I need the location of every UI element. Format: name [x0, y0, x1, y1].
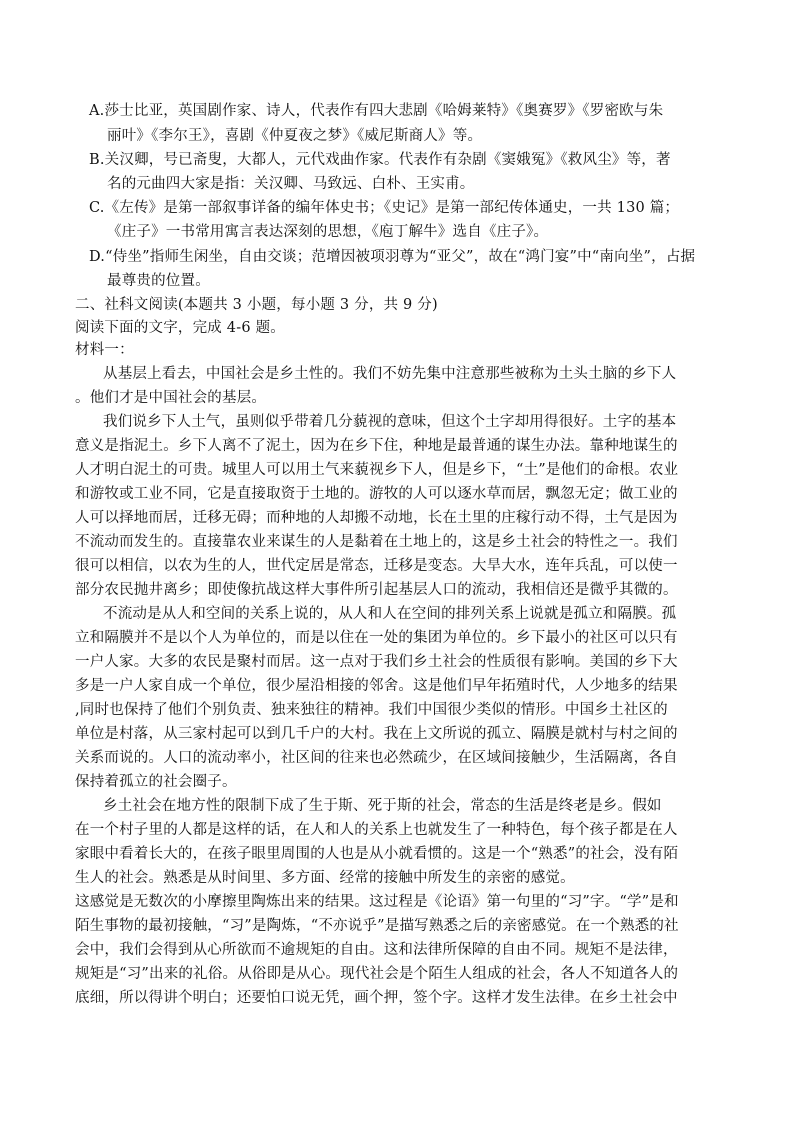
passage-line: 保持着孤立的社会圈子。 — [75, 774, 237, 790]
passage-line: 人才明白泥土的可贵。城里人可以用土气来藐视乡下人，但是乡下，“土”是他们的命根。农业 — [75, 462, 679, 478]
passage-line: 很可以相信，以农为生的人，世代定居是常态，迁移是变态。大旱大水，连年兵乱，可以使一 — [75, 558, 678, 574]
passage-line: 多是一户人家自成一个单位，很少屋沿相接的邻舍。这是他们早年拓殖时代，人少地多的结果 — [75, 678, 678, 694]
passage-line: 乡土社会在地方性的限制下成了生于斯、死于斯的社会，常态的生活是终老是乡。假如 — [103, 798, 662, 814]
passage-line: 一户人家。大多的农民是聚村而居。这一点对于我们乡土社会的性质很有影响。美国的乡下大 — [75, 654, 678, 670]
passage-line: 陌生事物的最初接触，“习”是陶炼，“不亦说乎”是描写熟悉之后的亲密感觉。在一个熟悉的社 — [75, 918, 679, 934]
option-a-line-1: A.莎士比亚，英国剧作家、诗人，代表作有四大悲剧《哈姆莱特》《奥赛罗》《罗密欧与朱 — [89, 103, 664, 119]
option-d-line-2: 最尊贵的位置。 — [107, 273, 210, 289]
passage-line: 不流动是从人和空间的关系上说的，从人和人在空间的排列关系上说就是孤立和隔膜。孤 — [103, 606, 677, 622]
passage-line: 。他们才是中国社会的基层。 — [75, 390, 267, 406]
passage-line: 和游牧或工业不同，它是直接取资于土地的。游牧的人可以逐水草而居，飘忽无定；做工业的 — [75, 486, 678, 502]
passage-line: 意义是指泥土。乡下人离不了泥土，因为在乡下住，种地是最普通的谋生办法。靠种地谋生的 — [75, 438, 678, 454]
option-b-line-2: 名的元曲四大家是指：关汉卿、马致远、白朴、王实甫。 — [107, 176, 475, 192]
section-heading: 二、社科文阅读(本题共 3 小题，每小题 3 分，共 9 分) — [75, 297, 438, 313]
material-label: 材料一： — [75, 342, 134, 358]
passage-line: 会中，我们会得到从心所欲而不逾规矩的自由。这和法律所保障的自由不同。规矩不是法律， — [75, 942, 678, 958]
passage-line: 生人的社会。熟悉是从时间里、多方面、经常的接触中所发生的亲密的感觉。 — [75, 870, 575, 886]
passage-line: ,同时也保持了他们个别负责、独来独往的精神。我们中国很少类似的情形。中国乡土社区的 — [75, 702, 668, 718]
passage-line: 底细，所以得讲个明白；还要怕口说无凭，画个押，签个字。这样才发生法律。在乡土社会中 — [75, 990, 678, 1006]
passage-line: 人可以择地而居，迁移无碍；而种地的人却搬不动地，长在土里的庄稼行动不得，土气是因为 — [75, 510, 678, 526]
option-c-line-2: 《庄子》一书常用寓言表达深刻的思想，《庖丁解牛》选自《庄子》。 — [107, 224, 549, 240]
passage-line: 家眼中看着长大的，在孩子眼里周围的人也是从小就看惯的。这是一个“熟悉”的社会，没有陌 — [75, 846, 679, 862]
passage-line: 关系而说的。人口的流动率小，社区间的往来也必然疏少，在区域间接触少，生活隔离，各自 — [75, 750, 678, 766]
passage-line: 立和隔膜并不是以个人为单位的，而是以住在一处的集团为单位的。乡下最小的社区可以只有 — [75, 630, 678, 646]
option-b-line-1: B.关汉卿，号已斋叟，大都人，元代戏曲作家。代表作有杂剧《窦娥冤》《救风尘》等，著 — [89, 152, 671, 168]
passage-line: 单位是村落，从三家村起可以到几千户的大村。我在上文所说的孤立、隔膜是就村与村之间的 — [75, 726, 678, 742]
passage-line: 我们说乡下人土气，虽则似乎带着几分藐视的意味，但这个土字却用得很好。土字的基本 — [103, 414, 677, 430]
passage-line: 从基层上看去，中国社会是乡土性的。我们不妨先集中注意那些被称为土头土脑的乡下人 — [103, 366, 677, 382]
option-c-line-1: C.《左传》是第一部叙事详备的编年体史书；《史记》是第一部纪传体通史，一共 130 篇； — [89, 200, 680, 216]
passage-line: 规矩是“习”出来的礼俗。从俗即是从心。现代社会是个陌生人组成的社会，各人不知道各人的 — [75, 966, 679, 982]
option-d-line-1: D.“侍坐”指师生闲坐，自由交谈；范增因被项羽尊为“亚父”，故在“鸿门宴”中“南向坐”，占据 — [89, 249, 696, 265]
passage-line: 在一个村子里的人都是这样的话，在人和人的关系上也就发生了一种特色，每个孩子都是在人 — [75, 822, 678, 838]
section-instruction: 阅读下面的文字，完成 4-6 题。 — [75, 320, 285, 336]
passage-line: 不流动而发生的。直接靠农业来谋生的人是黏着在土地上的，这是乡土社会的特性之一。我们 — [75, 534, 678, 550]
passage-line: 这感觉是无数次的小摩擦里陶炼出来的结果。这过程是《论语》第一句里的“习”字。“学”是和 — [75, 894, 679, 910]
option-a-line-2: 丽叶》《李尔王》，喜剧《仲夏夜之梦》《威尼斯商人》等。 — [107, 128, 483, 144]
passage-line: 部分农民抛井离乡；即使像抗战这样大事件所引起基层人口的流动，我相信还是微乎其微的。 — [75, 582, 678, 598]
